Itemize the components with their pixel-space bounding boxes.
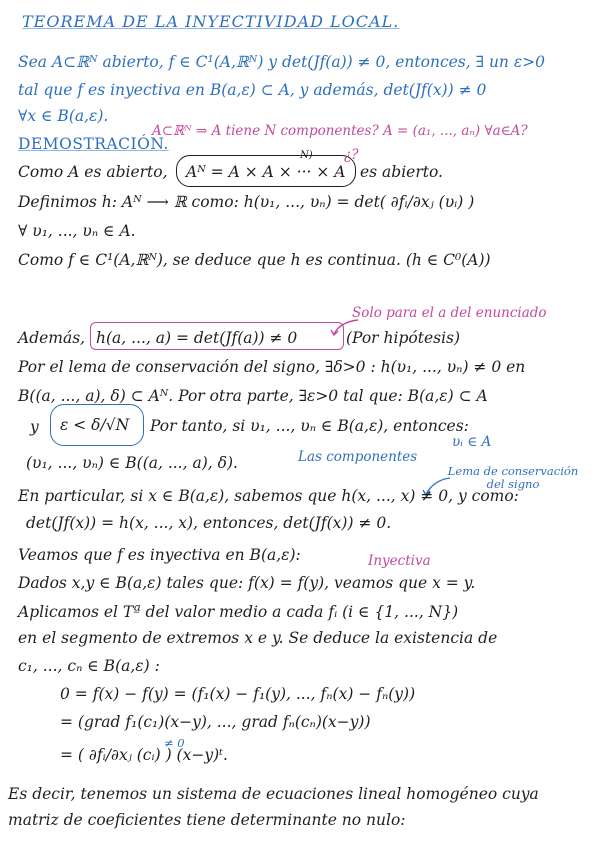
proof-line-6: ∀ υ₁, ..., υₙ ∈ A. — [18, 222, 136, 240]
proof-line-7: Como f ∈ C¹(A,ℝᴺ), se deduce que h es continua. (h ∈ C⁰(A)) — [18, 251, 491, 269]
theorem-title: TEOREMA DE LA INYECTIVIDAD LOCAL. — [22, 12, 400, 31]
proof-line-8-post: (Por hipótesis) — [346, 329, 461, 347]
proof-line-10: B((a, ..., a), δ) ⊂ Aᴺ. Por otra parte, ∃ε>0 tal que: B(a,ε) ⊂ A — [18, 387, 488, 405]
proof-line-18: en el segmento de extremos x e y. Se deduce la existencia de — [18, 629, 498, 647]
proof-line-11-post: Por tanto, si υ₁, ..., υₙ ∈ B(a,ε), entonces: — [150, 417, 469, 435]
proof-line-8-pre: Además, — [18, 329, 86, 347]
proof-line-12: (υ₁, ..., υₙ) ∈ B((a, ..., a), δ). — [26, 454, 238, 472]
proof-line-24: matriz de coeficientes tiene determinante no nulo: — [8, 811, 406, 829]
question-mark-note: ¿? — [344, 147, 359, 163]
power-N-label: N) — [300, 150, 313, 161]
note-only-for-a: Solo para el a del enunciado — [352, 305, 547, 321]
proof-heading: DEMOSTRACIÓN. — [18, 135, 169, 153]
proof-line-11-box: ε < δ/√N — [60, 416, 130, 434]
equation-line-3: = ( ∂fᵢ/∂xⱼ (cᵢ) ) (x−y)ᵗ. — [60, 746, 228, 764]
proof-line-4-post: es abierto. — [360, 163, 443, 181]
theorem-line-3: ∀x ∈ B(a,ε). — [18, 107, 109, 125]
proof-line-19: c₁, ..., cₙ ∈ B(a,ε) : — [18, 657, 160, 675]
proof-line-11-y: y — [30, 418, 39, 436]
note-injective: Inyectiva — [368, 553, 431, 569]
proof-line-16: Dados x,y ∈ B(a,ε) tales que: f(x) = f(y), veamos que x = y. — [18, 574, 476, 592]
proof-line-8-box: h(a, ..., a) = det(Jf(a)) ≠ 0 — [96, 329, 298, 347]
proof-line-13: En particular, si x ∈ B(a,ε), sabemos que h(x, ..., x) ≠ 0, y como: — [18, 487, 519, 505]
note-sign-lemma: Lema de conservación del signo — [447, 464, 579, 491]
equation-line-2: = (grad f₁(c₁)(x−y), ..., grad fₙ(cₙ)(x−y)) — [60, 713, 371, 731]
equation-line-1: 0 = f(x) − f(y) = (f₁(x) − f₁(y), ..., fₙ(x) − fₙ(y)) — [60, 685, 416, 703]
note-vi-in-A: υᵢ ∈ A — [452, 434, 492, 450]
proof-line-4-box: Aᴺ = A × A × ··· × A — [186, 163, 346, 181]
proof-line-4-pre: Como A es abierto, — [18, 163, 168, 181]
note-nonzero: ≠ 0 — [164, 736, 185, 750]
proof-line-17: Aplicamos el Tª del valor medio a cada fᵢ (i ∈ {1, ..., N}) — [18, 603, 459, 621]
proof-line-15: Veamos que f es inyectiva en B(a,ε): — [18, 546, 301, 564]
theorem-line-2: tal que f es inyectiva en B(a,ε) ⊂ A, y además, det(Jf(x)) ≠ 0 — [18, 81, 487, 99]
proof-line-5: Definimos h: Aᴺ ⟶ ℝ como: h(υ₁, ..., υₙ) = det( ∂fᵢ/∂xⱼ (υᵢ) ) — [18, 193, 475, 211]
note-the-components: Las componentes — [298, 449, 418, 465]
proof-line-9: Por el lema de conservación del signo, ∃δ>0 : h(υ₁, ..., υₙ) ≠ 0 en — [18, 358, 526, 376]
proof-line-23: Es decir, tenemos un sistema de ecuaciones lineal homogéneo cuya — [8, 785, 539, 803]
proof-line-14: det(Jf(x)) = h(x, ..., x), entonces, det(Jf(x)) ≠ 0. — [26, 514, 392, 532]
theorem-line-1: Sea A⊂ℝᴺ abierto, f ∈ C¹(A,ℝᴺ) y det(Jf(a)) ≠ 0, entonces, ∃ un ε>0 — [18, 53, 545, 71]
note-components: A⊂ℝᴺ ⇒ A tiene N componentes? A = (a₁, ..., aₙ) ∀a∈A? — [152, 123, 528, 139]
